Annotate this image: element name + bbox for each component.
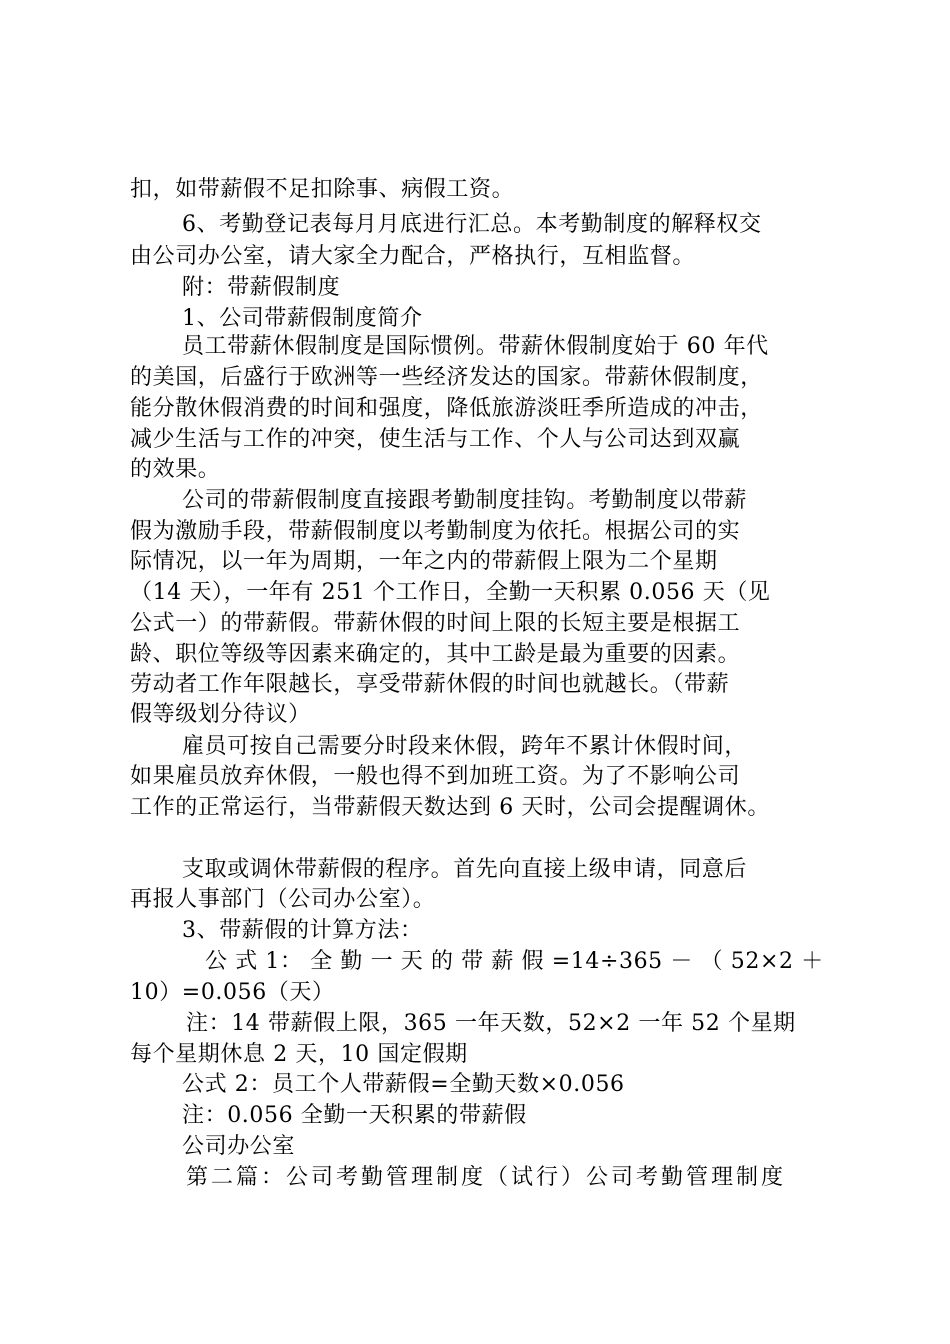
note-line: 注：14 带薪假上限，365 一年天数，52×2 一年 52 个星期 [186, 1011, 796, 1036]
text-line: 扣，如带薪假不足扣除事、病假工资。 [130, 177, 515, 202]
text-line: 公司的带薪假制度直接跟考勤制度挂钩。考勤制度以带薪 [182, 488, 748, 513]
text-line: 劳动者工作年限越长，享受带薪休假的时间也就越长。（带薪 [130, 672, 730, 697]
note-line: 注：0.056 全勤一天积累的带薪假 [182, 1103, 527, 1128]
text-line: 如果雇员放弃休假，一般也得不到加班工资。为了不影响公司 [130, 764, 741, 789]
text-line: 附：带薪假制度 [182, 275, 341, 300]
text-line: （14 天），一年有 251 个工作日，全勤一天积累 0.056 天（见 [130, 580, 771, 605]
text-line: 员工带薪休假制度是国际惯例。带薪休假制度始于 60 年代 [182, 334, 769, 359]
section-heading: 1、公司带薪假制度简介 [182, 306, 423, 331]
text-line: 能分散休假消费的时间和强度，降低旅游淡旺季所造成的冲击， [130, 396, 763, 421]
note-line: 每个星期休息 2 天，10 国定假期 [130, 1042, 468, 1067]
formula-line: 公式 2：员工个人带薪假=全勤天数×0.056 [182, 1072, 625, 1097]
text-line: 假为激励手段，带薪假制度以考勤制度为依托。根据公司的实 [130, 519, 741, 544]
text-line: 假等级划分待议） [130, 702, 311, 727]
chapter-title: 第二篇：公司考勤管理制度（试行）公司考勤管理制度 [186, 1165, 787, 1190]
text-line: 雇员可按自己需要分时段来休假，跨年不累计休假时间， [182, 734, 748, 759]
text-line: 的美国，后盛行于欧洲等一些经济发达的国家。带薪休假制度， [130, 365, 763, 390]
section-heading: 3、带薪假的计算方法： [182, 918, 423, 943]
signature-line: 公司办公室 [182, 1134, 296, 1159]
formula-line: 公 式 1： 全 勤 一 天 的 带 薪 假 =14÷365 － （ 52×2 ＋ [205, 949, 824, 974]
text-line: 由公司办公室，请大家全力配合，严格执行，互相监督。 [130, 244, 696, 269]
text-line: 工作的正常运行，当带薪假天数达到 6 天时，公司会提醒调休。 [130, 795, 770, 820]
text-line: 际情况，以一年为周期，一年之内的带薪假上限为二个星期 [130, 549, 718, 574]
text-line: 6、考勤登记表每月月底进行汇总。本考勤制度的解释权交 [182, 212, 762, 237]
text-line: 龄、职位等级等因素来确定的，其中工龄是最为重要的因素。 [130, 642, 741, 667]
text-line: 再报人事部门（公司办公室）。 [130, 887, 436, 912]
text-line: 公式一）的带薪假。带薪休假的时间上限的长短主要是根据工 [130, 611, 741, 636]
formula-line: 10）=0.056（天） [130, 980, 335, 1005]
text-line: 的效果。 [130, 457, 221, 482]
text-line: 支取或调休带薪假的程序。首先向直接上级申请，同意后 [182, 857, 748, 882]
text-line: 减少生活与工作的冲突，使生活与工作、个人与公司达到双赢 [130, 427, 741, 452]
